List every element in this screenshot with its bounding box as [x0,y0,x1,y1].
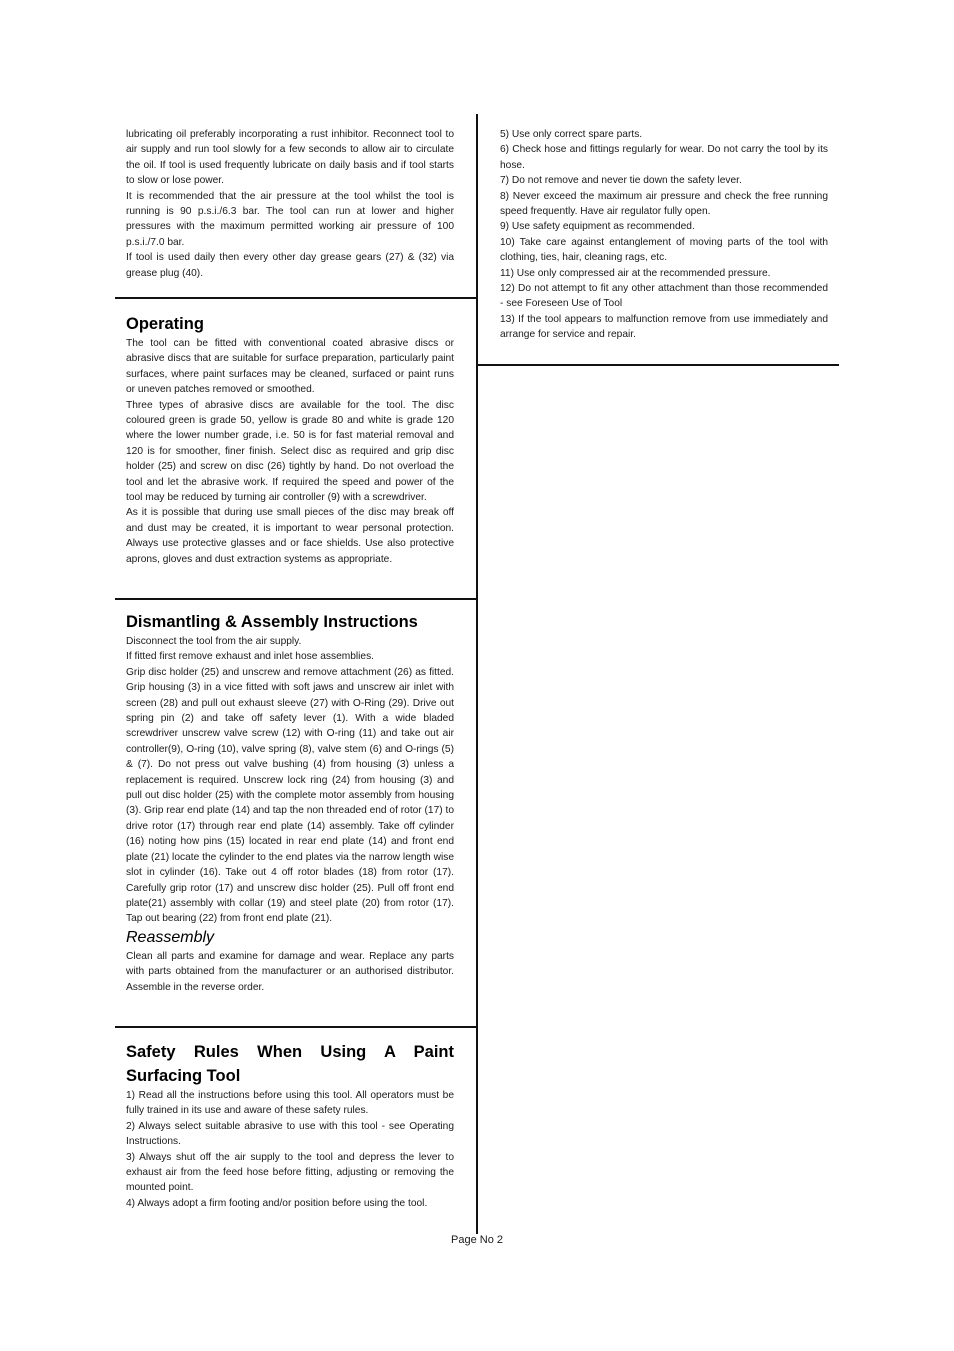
dismantling-paragraph: Disconnect the tool from the air supply. [126,636,302,647]
dismantling-paragraph: If fitted first remove exhaust and inlet hose assemblies. [126,651,375,663]
intro-paragraph: It is recommended that the air pressure at the tool whilst the tool is running is 90 p.s.i./6.3 bar. The tool can run at lower and higher pressures with the maximum permitted working air pressure of 100 p.s.i./7.0 bar. [126,190,454,248]
safety-rule: 10) Take care against entanglement of moving parts of the tool with clothing, ties, hair, cleaning rags, etc. [500,236,828,264]
safety-rule: 3) Always shut off the air supply to the tool and depress the lever to exhaust air from the feed hose before fitting, adjusting or removing the mounted point. [126,1151,454,1194]
section-divider-dismantling [115,598,477,600]
safety-rule: 9) Use safety equipment as recommended. [500,221,695,233]
dismantling-section [126,610,454,995]
dismantling-paragraph: Grip disc holder (25) and unscrew and remove attachment (26) as fitted. Grip housing (3) in a vice fitted with soft jaws and unscrew air inlet with screen (28) and pull out exhaust sleeve (27) with O-Ring (29). Drive out spring pin (2) and take off safety lever (1). With a wide bladed screwdriver unscrew valve screw (12) with O-ring (11) and take out air controller(9), O-ring (10), valve spring (8), valve stem (6) and O-rings (5) & (7). Do not press out valve bushing (4) from housing (3) unless a replacement is required. Unscrew lock ring (24) from housing (3) and pull out disc holder (25) with the complete motor assembly from housing (3). Grip rear end plate (14) and tap the non threaded end of rotor (17) to drive rotor (17) through rear end plate (14) assembly. Take off cylinder (16) noting how pins (15) located in rear end plate (14) and front end plate (21) locate the cylinder to the end plates via the narrow length wise slot in cylinder (16). Take out 4 off rotor blades (18) from rotor (17). Carefully grip rotor (17) and unscrew disc holder (25). Pull off front end plate(21) assembly with collar (19) and steel plate (20) from rotor (17). Tap out bearing (22) from front end plate (21). [126,666,454,925]
section-divider-operating [115,297,477,299]
safety-rule: 5) Use only correct spare parts. [500,129,643,140]
safety-section [126,1040,454,1211]
safety-rule: 1) Read all the instructions before using this tool. All operators must be fully trained in its use and aware of these safety rules. [126,1090,454,1117]
intro-paragraph: lubricating oil preferably incorporating a rust inhibitor. Reconnect tool to air supply and run tool slowly for a few seconds to allow air to circulate the oil. If tool is used frequently lubricate on daily basis and if tool starts to slow or lose power. [126,129,454,187]
reassembly-paragraph: Clean all parts and examine for damage and wear. Replace any parts with parts obtained from the manufacturer or an authorised distributor. Assemble in the reverse order. [126,950,454,993]
safety-rule: 4) Always adopt a firm footing and/or position before using the tool. [126,1197,428,1209]
safety-rule: 11) Use only compressed air at the recommended pressure. [500,267,771,279]
operating-paragraph: The tool can be fitted with conventional coated abrasive discs or abrasive discs that are suitable for surface preparation, particularly paint surfaces, where paint surfaces may be cleaned, surfaced or paint runs or uneven patches removed or smoothed. [126,338,454,396]
safety-rule: 8) Never exceed the maximum air pressure and check the free running speed frequently. Have air regulator fully open. [500,190,828,218]
operating-paragraph: As it is possible that during use small pieces of the disc may break off and dust may be created, it is important to wear personal protection. Always use protective glasses and or face shields. Use also protective aprons, gloves and dust extraction systems as appropriate. [126,507,454,565]
intro-paragraph: If tool is used daily then every other day grease gears (27) & (32) via grease plug (40). [126,252,454,279]
safety-rule: 6) Check hose and fittings regularly for wear. Do not carry the tool by its hose. [500,144,828,171]
column-divider [476,114,478,1234]
dismantling-heading: Dismantling & Assembly Instructions [126,613,418,631]
safety-rule: 13) If the tool appears to malfunction remove from use immediately and arrange for service and repair. [500,313,828,341]
lubrication-section [126,127,454,281]
safety-rule: 2) Always select suitable abrasive to use with this tool - see Operating Instructions. [126,1120,454,1148]
safety-heading-line2: Surfacing Tool [126,1067,241,1085]
safety-rule: 12) Do not attempt to fit any other attachment than those recommended - see Foreseen Use of Tool [500,283,828,310]
safety-rules-continued [500,127,828,343]
operating-section [126,312,454,567]
operating-paragraph: Three types of abrasive discs are available for the tool. The disc coloured green is grade 50, yellow is grade 80 and white is grade 120 where the lower number grade, i.e. 50 is for fast material removal and 120 is for smoother, finer finish. Select disc as required and grip disc holder (25) and screw on disc (26) tightly by hand. Do not overload the tool and let the abrasive work. If required the speed and power of the tool may be reduced by turning air controller (9) with a screwdriver. [126,399,454,504]
safety-rule: 7) Do not remove and never tie down the safety lever. [500,175,742,187]
page-number: Page No 2 [451,1234,503,1246]
section-divider-safety [115,1026,477,1028]
reassembly-heading: Reassembly [126,928,215,946]
safety-heading-line1: Safety Rules When Using A Paint [126,1043,454,1061]
section-divider-right-end [477,364,839,366]
operating-heading: Operating [126,315,204,333]
